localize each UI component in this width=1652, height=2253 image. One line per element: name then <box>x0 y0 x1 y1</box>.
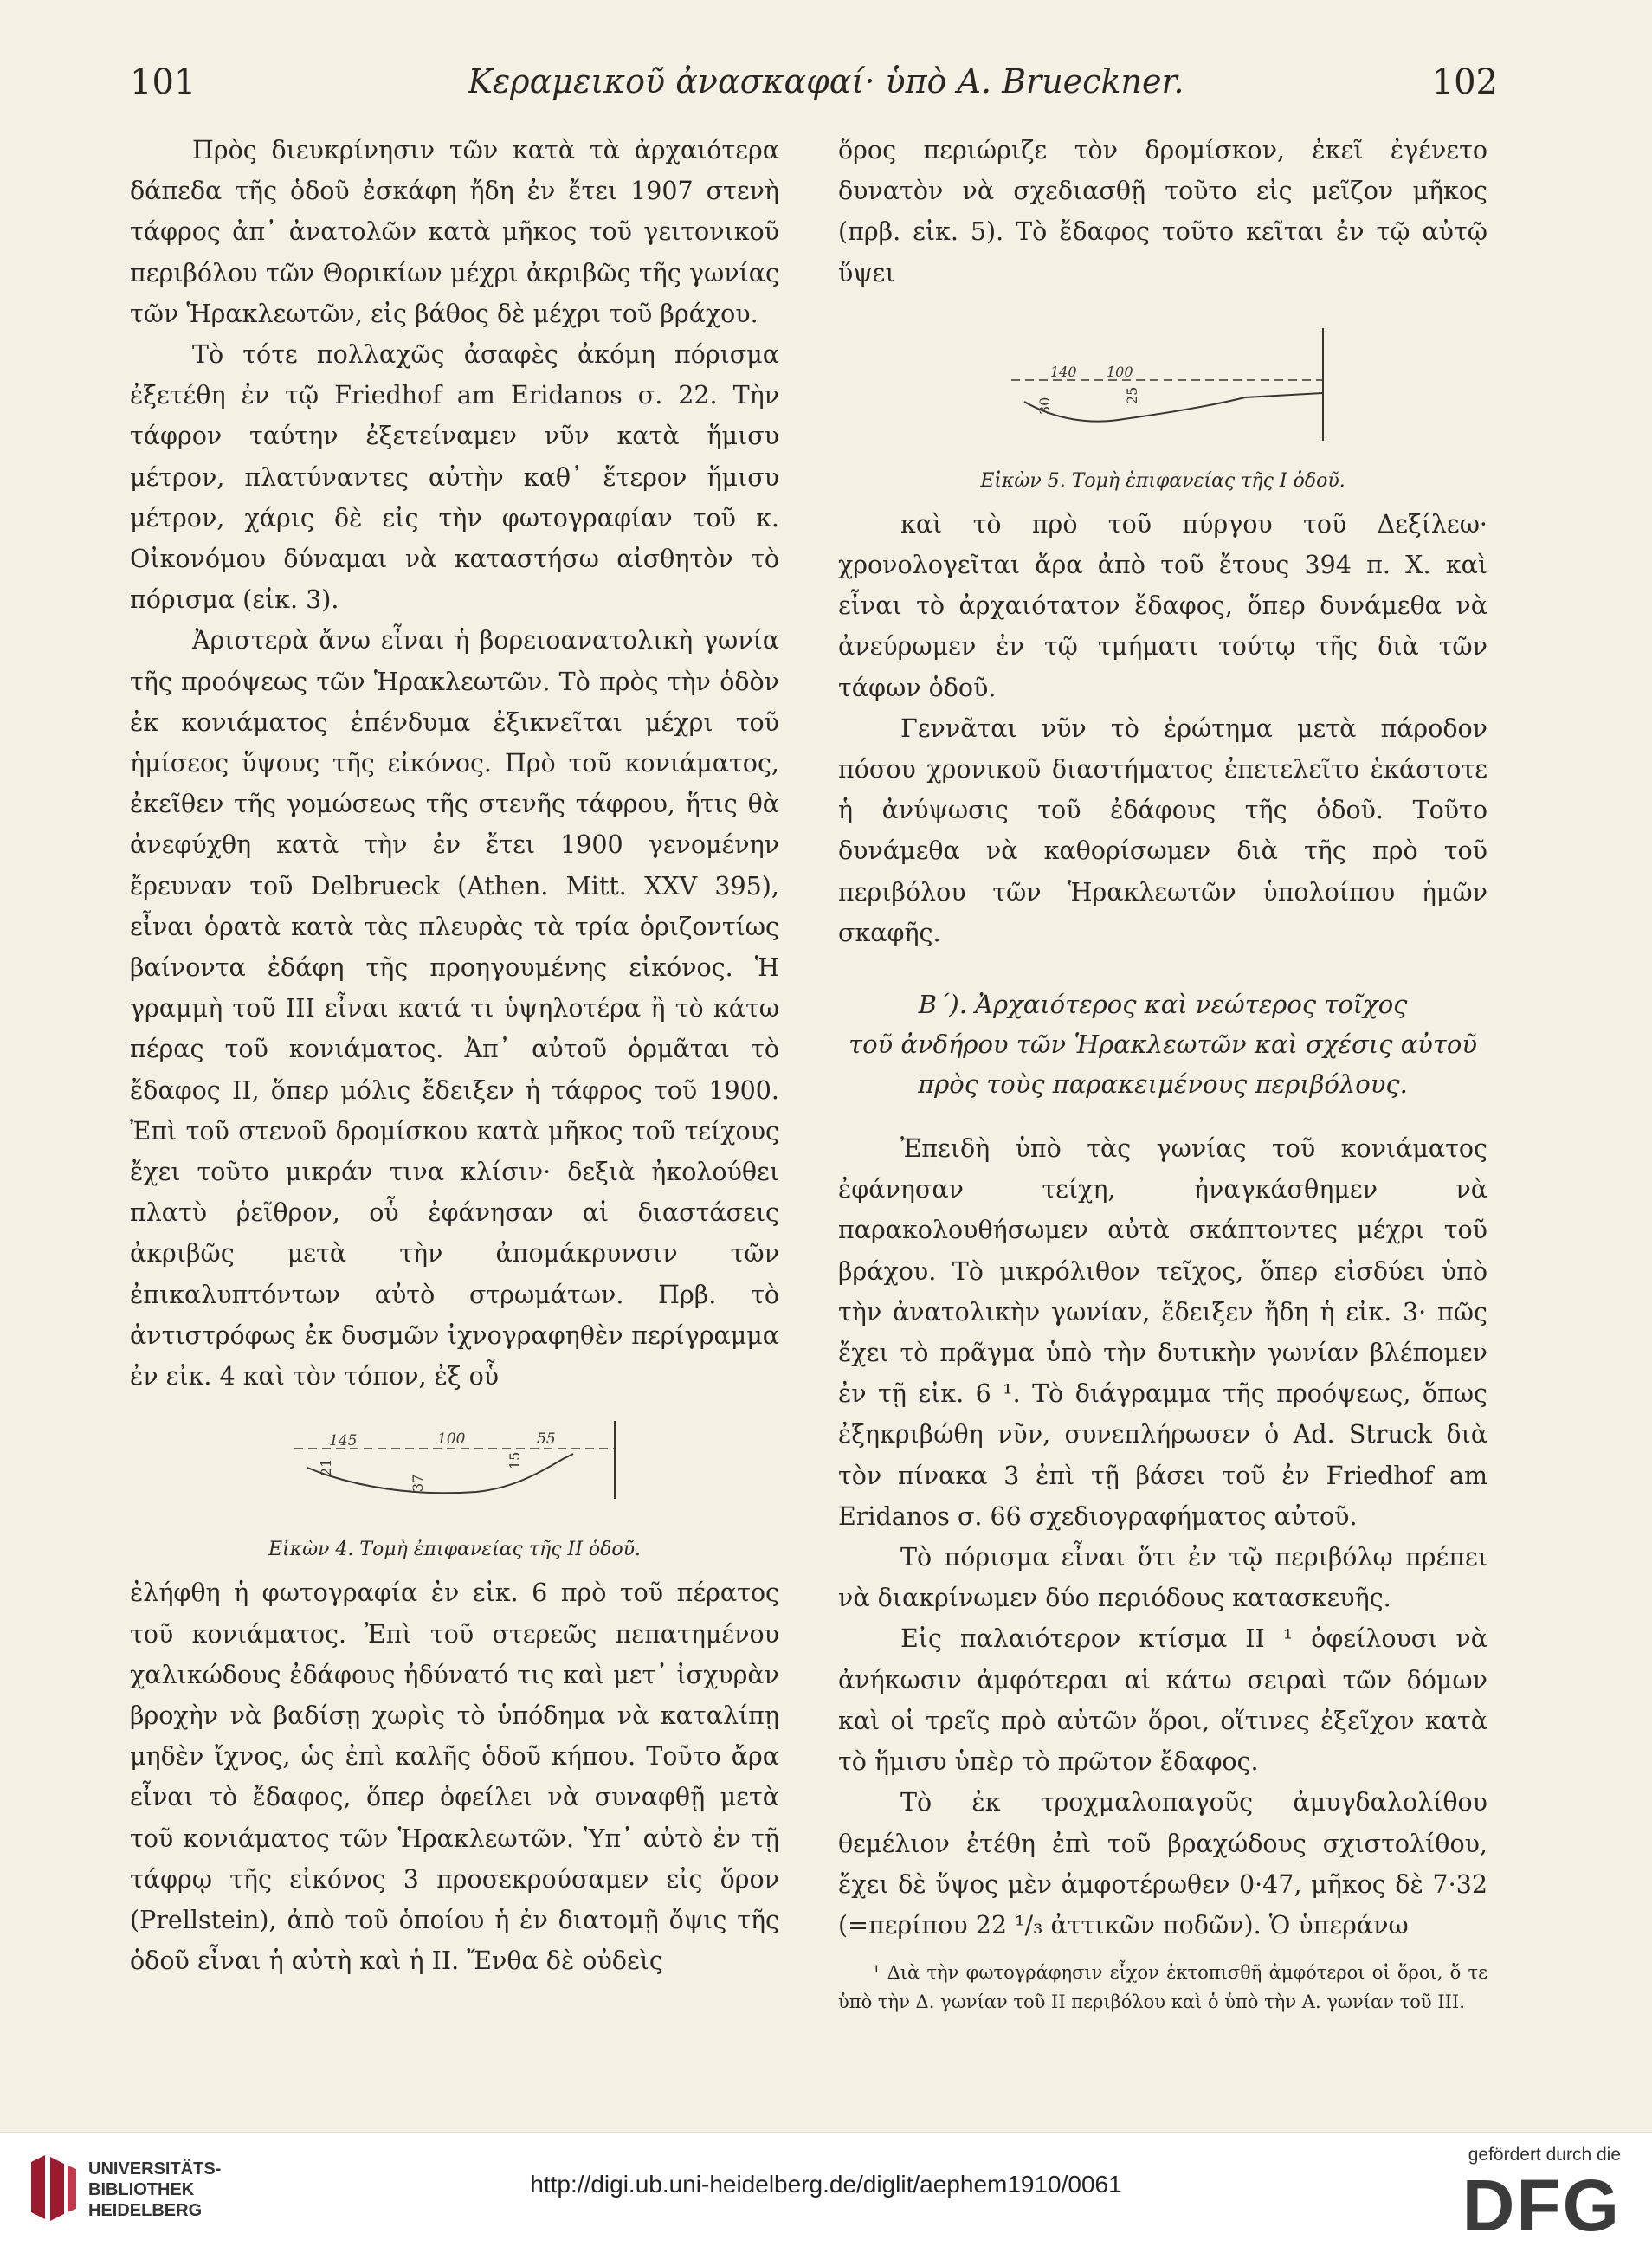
section-heading-line: Β΄). Ἀρχαιότερος καὶ νεώτερος τοῖχος <box>918 990 1408 1020</box>
paragraph: Τὸ τότε πολλαχῶς ἀσαφὲς ἀκόμη πόρισμα ἐξετέθη ἐν τῷ Friedhof am Eridanos σ. 22. Τὴν τάφρον ταύτην ἐξετείναμεν νῦν κατὰ ἥμισυ μέτρον, πλατύναντες αὐτὴν καθ᾽ ἕτερον ἥμισυ μέτρον, χάρις δὲ εἰς τὴν φωτογραφίαν τοῦ κ. Οἰκονόμου δύναμαι νὰ καταστήσω αἰσθητὸν τὸ πόρισμα (εἰκ. 3). <box>130 340 779 615</box>
section-heading-line: τοῦ ἀνδήρου τῶν Ἡρακλεωτῶν καὶ σχέσις αὐτοῦ <box>849 1030 1477 1060</box>
figure-5-diagram <box>838 302 1487 467</box>
figure-4-caption: Εἰκὼν 4. Τομὴ ἐπιφανείας τῆς II ὁδοῦ. <box>268 1539 642 1561</box>
library-name-line: HEIDELBERG <box>88 2201 203 2220</box>
section-heading-line: πρὸς τοὺς παρακειμένους περιβόλους. <box>918 1069 1408 1100</box>
paragraph: Ἀριστερὰ ἄνω εἶναι ἡ βορειοανατολικὴ γωνία τῆς προόψεως τῶν Ἡρακλεωτῶν. Τὸ πρὸς τὴν ὁδὸν ἐκ κονιάματος ἐπένδυμα ἐξικνεῖται μέχρι τοῦ ἡμίσεος ὕψους τῆς εἰκόνος. Πρὸ τοῦ κονιάματος, ἐκεῖθεν τῆς γομώσεως τῆς στενῆς τάφρου, ἥτις θὰ ἀνεφύχθη κατὰ τὴν ἐν ἔτει 1900 γενομένην ἔρευναν τοῦ Delbrueck (Athen. Mitt. XXV 395), εἶναι ὁρατὰ κατὰ τὰς πλευρὰς τὰ τρία ὁριζοντίως βαίνοντα ἐδάφη τῆς προηγουμένης εἰκόνος. Ἡ γραμμὴ τοῦ III εἶναι κατά τι ὑψηλοτέρα ἢ τὸ κάτω πέρας τοῦ κονιάματος. Ἀπ᾽ αὐτοῦ ὁρμᾶται τὸ ἔδαφος II, ὅπερ μόλις ἔδειξεν ἡ τάφρος τοῦ 1900. Ἐπὶ τοῦ στενοῦ δρομίσκου κατὰ μῆκος τοῦ τείχους ἔχει τοῦτο μικράν τινα κλίσιν· δεξιὰ ἠκολούθει πλατὺ ῥεῖθρον, οὗ ἐφάνησαν αἱ διαστάσεις ἀκριβῶς μετὰ τὴν ἀπομάκρυνσιν τῶν ἐπικαλυπτόντων αὐτὸ στρωμάτων. Πρβ. τὸ ἀντιστρόφως ἐκ δυσμῶν ἰχνογραφηθὲν περίγραμμα ἐν εἰκ. 4 καὶ τὸν τόπον, ἐξ οὗ <box>130 626 779 1391</box>
left-column <box>130 130 779 1981</box>
paragraph: Ἐπειδὴ ὑπὸ τὰς γωνίας τοῦ κονιάματος ἐφάνησαν τείχη, ἠναγκάσθημεν νὰ παρακολουθήσωμεν αὐτὰ σκάπτοντες μέχρι τοῦ βράχου. Τὸ μικρόλιθον τεῖχος, ὅπερ εἰσδύει ὑπὸ τὴν ἀνατολικὴν γωνίαν, ἔδειξεν ἤδη ἡ εἰκ. 3· πῶς ἔχει τὸ πρᾶγμα ὑπὸ τὴν δυτικὴν γωνίαν βλέπομεν ἐν τῇ εἰκ. 6 ¹. Τὸ διάγραμμα τῆς προόψεως, ὅπως ἐξηκριβώθη νῦν, συνεπλήρωσεν ὁ Ad. Struck διὰ τὸν πίνακα 3 ἐπὶ τῇ βάσει τοῦ ἐν Friedhof am Eridanos σ. 66 σχεδιογραφήματος αὐτοῦ. <box>838 1134 1487 1531</box>
fig4-label: 55 <box>537 1430 556 1449</box>
funding-label: gefördert durch die <box>1468 2145 1621 2165</box>
paragraph: καὶ τὸ πρὸ τοῦ πύργου τοῦ Δεξίλεω· χρονολογεῖται ἄρα ἀπὸ τοῦ ἔτους 394 π. Χ. καὶ εἶναι τὸ ἀρχαιότατον ἔδαφος, ὅπερ δυνάμεθα νὰ ἀνεύρωμεν ἐν τῷ τμήματι τούτῳ τῆς διὰ τῶν τάφων ὁδοῦ. <box>838 509 1487 702</box>
paragraph: Εἰς παλαιότερον κτίσμα II ¹ ὀφείλουσι νὰ ἀνήκωσιν ἀμφότεραι αἱ κάτω σειραὶ τῶν δόμων καὶ οἱ τρεῖς πρὸ αὐτῶν ὅροι, οἵτινες ἐξεῖχον κατὰ τὸ ἥμισυ ὑπὲρ τὸ πρῶτον ἔδαφος. <box>838 1624 1487 1777</box>
page-number-right: 102 <box>1431 62 1498 102</box>
page-number-left: 101 <box>130 62 197 102</box>
fig5-label: 30 <box>1036 397 1053 415</box>
fig4-label: 145 <box>329 1432 358 1450</box>
paragraph: ὅρος περιώριζε τὸν δρομίσκον, ἐκεῖ ἐγένετο δυνατὸν νὰ σχεδιασθῇ τοῦτο εἰς μεῖζον μῆκος (πρβ. εἰκ. 5). Τὸ ἔδαφος τοῦτο κεῖται ἐν τῷ αὐτῷ ὕψει <box>838 136 1487 287</box>
fig5-label: 100 <box>1107 363 1133 380</box>
paragraph: Γεννᾶται νῦν τὸ ἐρώτημα μετὰ πάροδον πόσου χρονικοῦ διαστήματος ἐπετελεῖτο ἑκάστοτε ἡ ἀνύψωσις τοῦ ἐδάφους τῆς ὁδοῦ. Τοῦτο δυνάμεθα νὰ καθορίσωμεν διὰ τῆς πρὸ τοῦ περιβόλου τῶν Ἡρακλεωτῶν ὑπολοίπου ἡμῶν σκαφῆς. <box>838 713 1487 947</box>
library-name-line: UNIVERSITÄTS- <box>88 2159 222 2179</box>
running-title: Κεραμεικοῦ ἀνασκαφαί· ὑπὸ Α. Brueckner. <box>468 62 1184 100</box>
fig4-label: 15 <box>507 1451 523 1470</box>
paragraph: ἐλήφθη ἡ φωτογραφία ἐν εἰκ. 6 πρὸ τοῦ πέρατος τοῦ κονιάματος. Ἐπὶ τοῦ στερεῶς πεπατημένου χαλικώδους ἐδάφους ἠδύνατό τις καὶ μετ᾽ ἰσχυρὰν βροχὴν νὰ βαδίσῃ χωρὶς τὸ ὑπόδημα νὰ καταλίπῃ μηδὲν ἴχνος, ὡς ἐπὶ καλῆς ὁδοῦ κήπου. Τοῦτο ἄρα εἶναι τὸ ἔδαφος, ὅπερ ὀφείλει νὰ συναφθῇ μετὰ τοῦ κονιάματος τῶν Ἡρακλεωτῶν. Ὑπ᾽ αὐτὸ ἐν τῇ τάφρῳ τῆς εἰκόνος 3 προσεκρούσαμεν εἰς ὅρον (Prellstein), ἀπὸ τοῦ ὁποίου ἡ ἐν διατομῇ ὄψις τῆς ὁδοῦ εἶναι ἡ αὐτὴ καὶ ἡ II. Ἔνθα δὲ οὐδεὶς <box>130 1578 779 1976</box>
paragraph: Τὸ πόρισμα εἶναι ὅτι ἐν τῷ περιβόλῳ πρέπει νὰ διακρίνωμεν δύο περιόδους κατασκευῆς. <box>838 1543 1487 1613</box>
fig4-label: 21 <box>318 1458 334 1477</box>
fig4-label: 100 <box>437 1430 466 1449</box>
right-column <box>838 130 1487 2017</box>
figure-4 <box>130 1405 779 1560</box>
footnote: ¹ Διὰ τὴν φωτογράφησιν εἶχον ἐκτοπισθῆ ἀμφότεροι οἱ ὅροι, ὅ τε ὑπὸ τὴν Δ. γωνίαν τοῦ II περιβόλου καὶ ὁ ὑπὸ τὴν Α. γωνίαν τοῦ III. <box>838 1962 1487 2013</box>
fig5-label: 25 <box>1124 386 1140 404</box>
fig5-label: 140 <box>1050 363 1077 380</box>
paragraph: Τὸ ἐκ τροχμαλοπαγοῦς ἀμυγδαλολίθου θεμέλιον ἐτέθη ἐπὶ τοῦ βραχώδους σχιστολίθου, ἔχει δὲ ὕψος μὲν ἀμφοτέρωθεν 0·47, μῆκος δὲ 7·32 (=περίπου 22 ¹/₃ ἀττικῶν ποδῶν). Ὁ ὑπεράνω <box>838 1788 1487 1940</box>
figure-5-caption: Εἰκὼν 5. Τομὴ ἐπιφανείας τῆς I ὁδοῦ. <box>980 469 1345 492</box>
library-name-line: BIBLIOTHEK <box>88 2180 195 2199</box>
section-heading <box>838 984 1487 1104</box>
figure-5 <box>838 302 1487 492</box>
dfg-logo: DFG <box>1462 2165 1621 2246</box>
figure-4-diagram <box>130 1405 779 1535</box>
fig4-label: 37 <box>410 1474 426 1493</box>
permalink[interactable]: http://digi.ub.uni-heidelberg.de/diglit/aephem1910/0061 <box>530 2171 1122 2198</box>
footer-bar <box>0 2132 1652 2253</box>
paragraph: Πρὸς διευκρίνησιν τῶν κατὰ τὰ ἀρχαιότερα δάπεδα τῆς ὁδοῦ ἐσκάφη ἤδη ἐν ἔτει 1907 στενὴ τάφρος ἀπ᾽ ἀνατολῶν κατὰ μῆκος τοῦ γειτονικοῦ περιβόλου τῶν Θορικίων μέχρι ἀκριβῶς τῆς γωνίας τῶν Ἡρακλεωτῶν, εἰς βάθος δὲ μέχρι τοῦ βράχου. <box>130 136 779 328</box>
